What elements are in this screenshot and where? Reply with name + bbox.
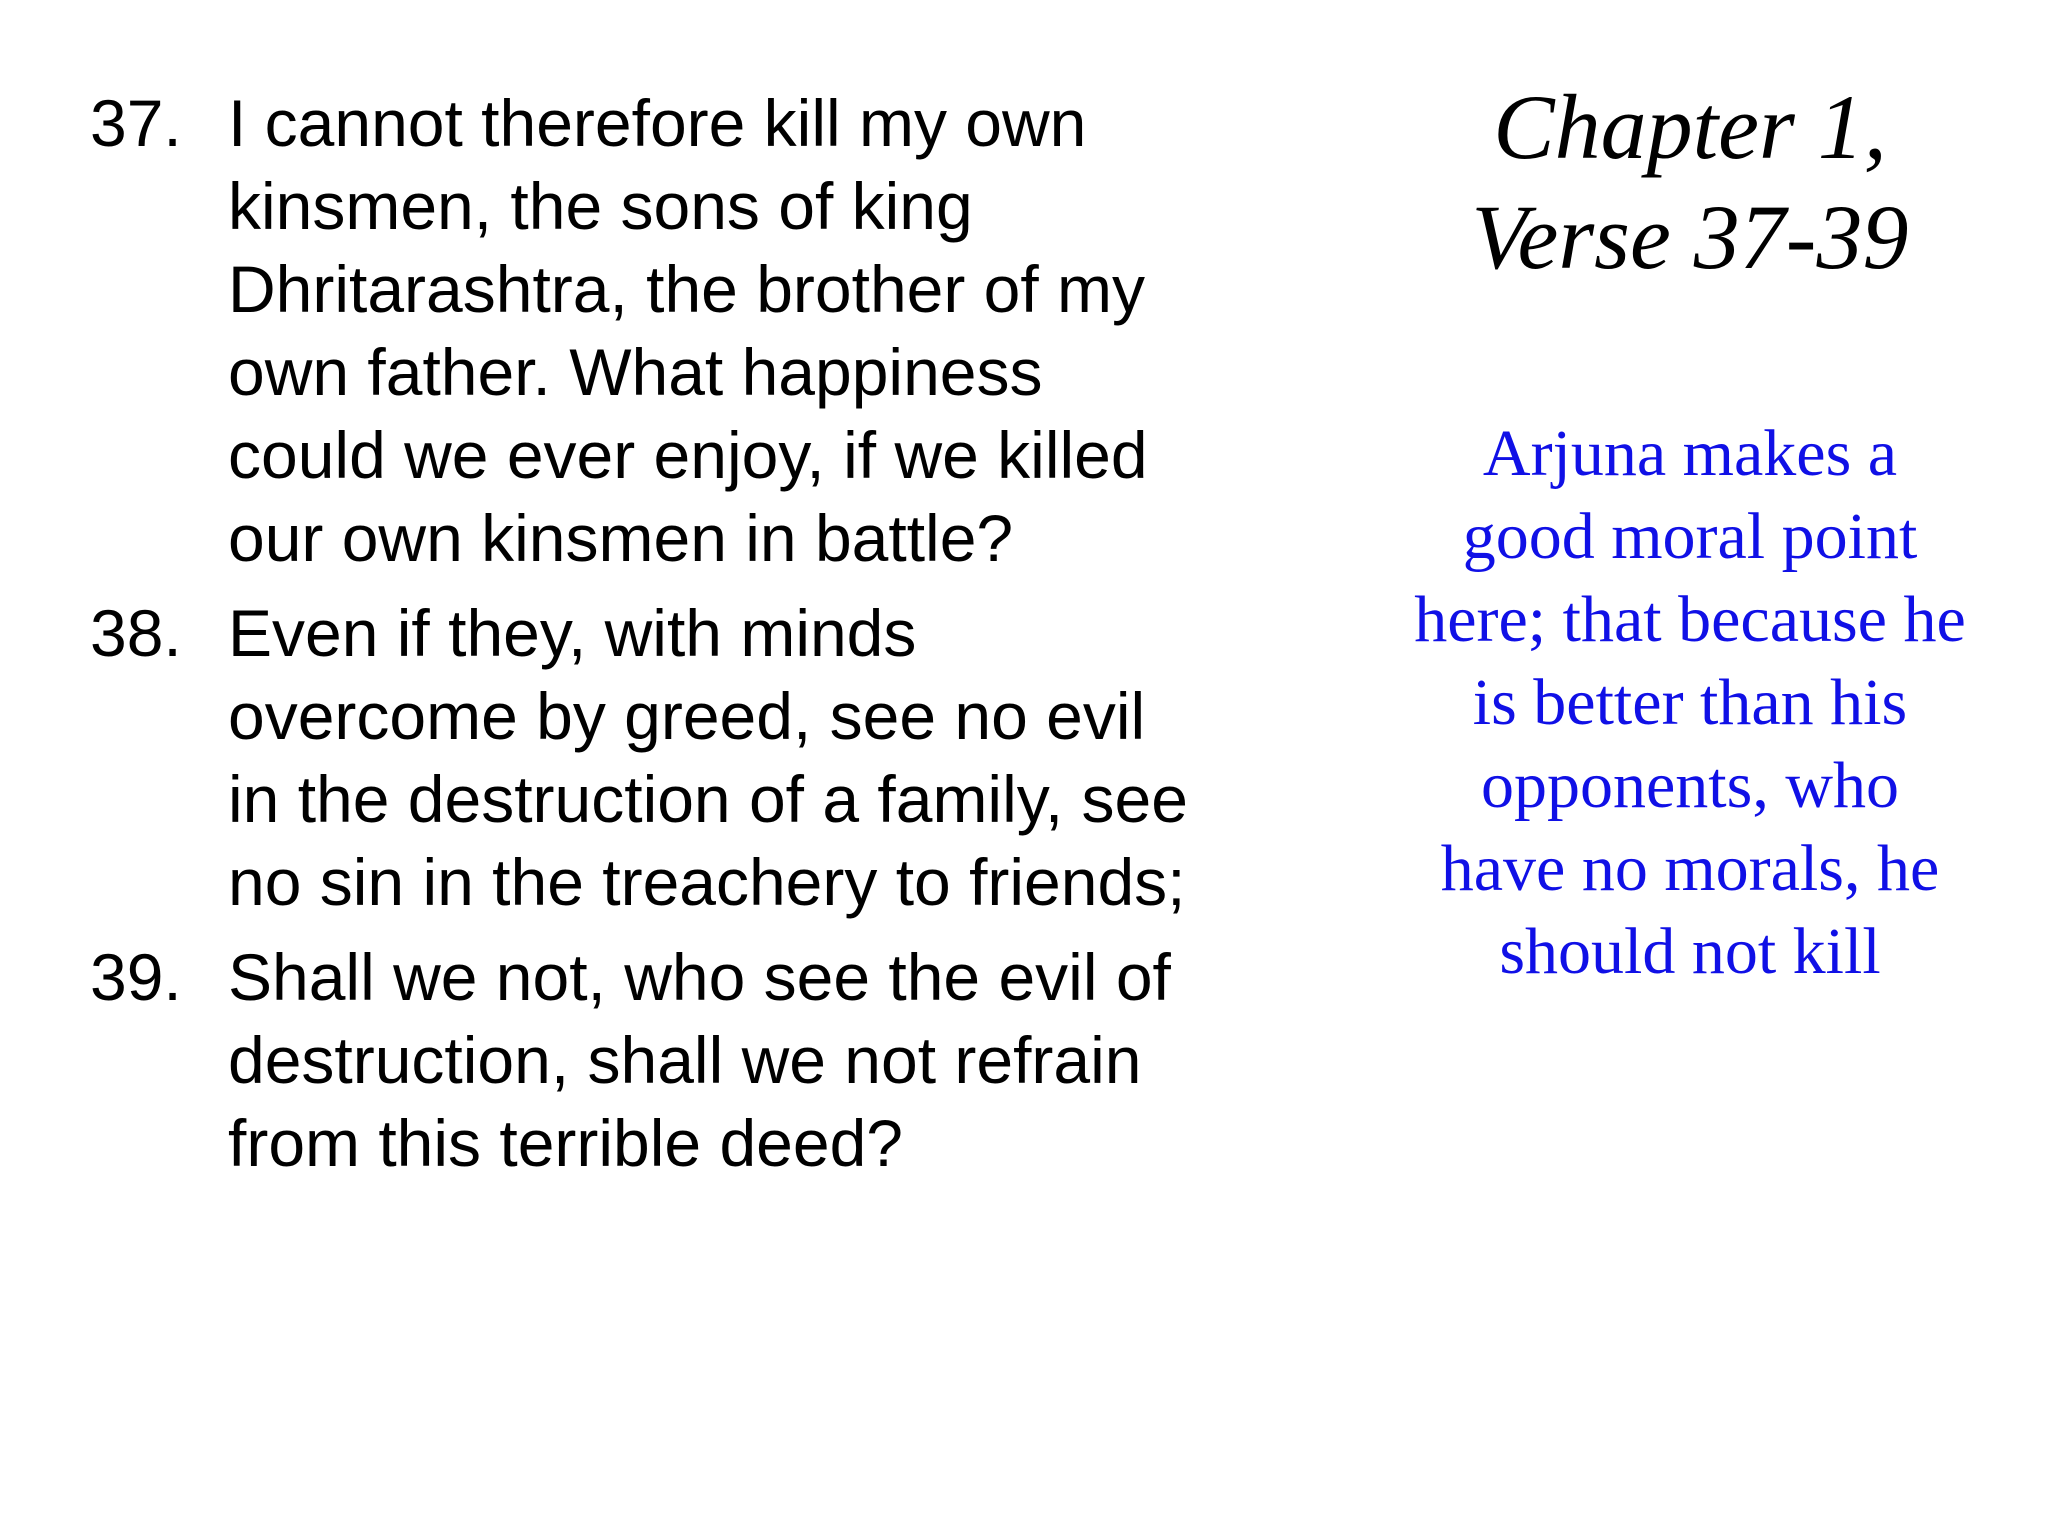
verse-38 bbox=[90, 592, 1250, 924]
commentary-line: Arjuna makes a bbox=[1482, 417, 1898, 490]
title-line: Chapter 1, bbox=[1493, 76, 1887, 178]
commentary-line: opponents, who bbox=[1481, 749, 1899, 822]
verse-number: 37. bbox=[90, 86, 182, 160]
slide-title bbox=[1380, 72, 2000, 292]
verse-line: from this terrible deed? bbox=[228, 1106, 903, 1180]
verse-text bbox=[228, 936, 1250, 1185]
verse-line: in the destruction of a family, see bbox=[228, 762, 1188, 836]
verse-text bbox=[228, 592, 1250, 924]
verse-line: own father. What happiness bbox=[228, 335, 1043, 409]
verse-line: Dhritarashtra, the brother of my bbox=[228, 252, 1146, 326]
verse-line: overcome by greed, see no evil bbox=[228, 679, 1146, 753]
verse-line: Shall we not, who see the evil of bbox=[228, 940, 1171, 1014]
verse-line: I cannot therefore kill my own bbox=[228, 86, 1087, 160]
verse-37 bbox=[90, 82, 1250, 580]
verse-number: 38. bbox=[90, 596, 182, 670]
verse-line: our own kinsmen in battle? bbox=[228, 501, 1014, 575]
verse-list bbox=[90, 82, 1250, 1197]
verse-text bbox=[228, 82, 1250, 580]
commentary-note bbox=[1370, 412, 2010, 993]
verse-number: 39. bbox=[90, 940, 182, 1014]
verse-line: no sin in the treachery to friends; bbox=[228, 845, 1186, 919]
verse-39 bbox=[90, 936, 1250, 1185]
commentary-line: have no morals, he bbox=[1440, 832, 1940, 905]
verse-line: could we ever enjoy, if we killed bbox=[228, 418, 1148, 492]
commentary-line: is better than his bbox=[1472, 666, 1908, 739]
verse-line: Even if they, with minds bbox=[228, 596, 917, 670]
verse-line: kinsmen, the sons of king bbox=[228, 169, 973, 243]
title-line: Verse 37-39 bbox=[1471, 186, 1909, 288]
commentary-line: good moral point bbox=[1462, 500, 1918, 573]
verse-line: destruction, shall we not refrain bbox=[228, 1023, 1142, 1097]
commentary-line: here; that because he bbox=[1414, 583, 1966, 656]
commentary-line: should not kill bbox=[1499, 915, 1881, 988]
